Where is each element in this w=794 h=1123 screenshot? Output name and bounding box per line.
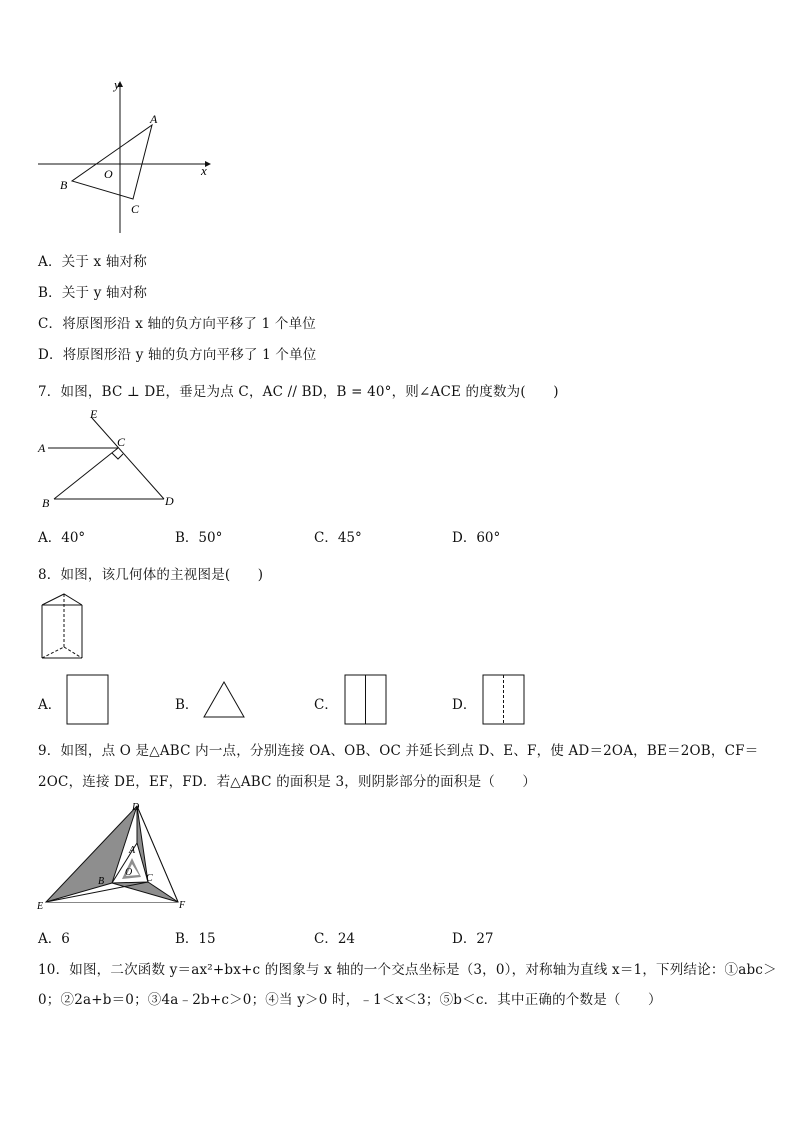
q7-stem: 7．如图，BC ⊥ DE，垂足为点 C，AC // BD，B = 40°，则∠ACE 的度数为( ) <box>38 384 559 400</box>
q6-option-a: A．关于 x 轴对称 <box>38 254 147 270</box>
label-b: B <box>42 496 50 510</box>
q8-stem: 8．如图，该几何体的主视图是( ) <box>38 567 264 583</box>
label-x: x <box>201 163 207 178</box>
label-a: A <box>38 441 46 455</box>
figure-q6-coordinate-triangle <box>30 75 220 240</box>
right-angle-mark <box>112 453 123 459</box>
q9-option-c: C．24 <box>314 931 356 947</box>
q7-option-d: D．60° <box>452 530 501 546</box>
q8-option-b-triangle <box>202 680 246 720</box>
q7-option-b: B．50° <box>175 530 223 546</box>
q8-option-a-letter: A． <box>38 697 62 713</box>
q8-option-c-split-rectangle <box>344 674 388 726</box>
q7-option-c: C．45° <box>314 530 362 546</box>
label-c: C <box>131 202 140 216</box>
q7-option-a: A．40° <box>38 530 86 546</box>
label-c: C <box>146 873 153 884</box>
segment-ed <box>92 418 164 499</box>
triangle-abc <box>72 125 152 199</box>
q6-option-b: B．关于 y 轴对称 <box>38 285 148 301</box>
q8-option-d-letter: D． <box>452 697 477 713</box>
q9-stem-line1: 9．如图，点 O 是△ABC 内一点，分别连接 OA、OB、OC 并延长到点 D、E、F，使 AD＝2OA，BE＝2OB，CF＝ <box>38 743 759 759</box>
q6-option-c: C．将原图形沿 x 轴的负方向平移了 1 个单位 <box>38 316 316 332</box>
figure-q7-parallel-lines <box>34 404 184 514</box>
figure-q8-triangular-prism <box>36 590 86 662</box>
q8-option-a-rectangle <box>66 674 110 726</box>
label-c: C <box>117 435 126 449</box>
label-e: E <box>90 407 98 421</box>
q8-option-b-letter: B． <box>175 697 199 713</box>
q10-stem-line1: 10．如图，二次函数 y＝ax²+bx+c 的图象与 x 轴的一个交点坐标是（3，0），对称轴为直线 x＝1，下列结论：①abc＞ <box>38 962 777 978</box>
q6-option-d: D．将原图形沿 y 轴的负方向平移了 1 个单位 <box>38 347 317 363</box>
q8-option-d-dashed-rectangle <box>482 674 526 726</box>
label-d: D <box>165 494 174 508</box>
label-f: F <box>179 900 186 911</box>
label-d: D <box>132 802 140 813</box>
label-b: B <box>60 178 68 192</box>
q9-option-a: A．6 <box>38 931 70 947</box>
figure-q9-shaded-triangles <box>34 798 194 914</box>
label-a: A <box>150 112 158 126</box>
label-a: A <box>129 845 136 856</box>
q8-option-c-letter: C． <box>314 697 338 713</box>
label-e: E <box>37 901 44 912</box>
segment-bc <box>54 448 118 499</box>
label-o: O <box>125 867 133 878</box>
label-y: y <box>114 77 120 92</box>
prism-hidden-bottom-right <box>64 647 82 658</box>
prism-top-back <box>42 594 82 605</box>
label-o: O <box>104 167 113 181</box>
q9-stem-line2: 2OC，连接 DE，EF，FD．若△ABC 的面积是 3，则阴影部分的面积是（ ） <box>38 774 537 790</box>
prism-hidden-bottom-left <box>42 647 64 658</box>
q9-option-b: B．15 <box>175 931 216 947</box>
q10-stem-line2: 0；②2a+b＝0；③4a﹣2b+c＞0；④当 y＞0 时，﹣1＜x＜3；⑤b＜c．其中正确的个数是（ ） <box>38 992 662 1008</box>
label-b: B <box>98 876 105 887</box>
q9-option-d: D．27 <box>452 931 494 947</box>
